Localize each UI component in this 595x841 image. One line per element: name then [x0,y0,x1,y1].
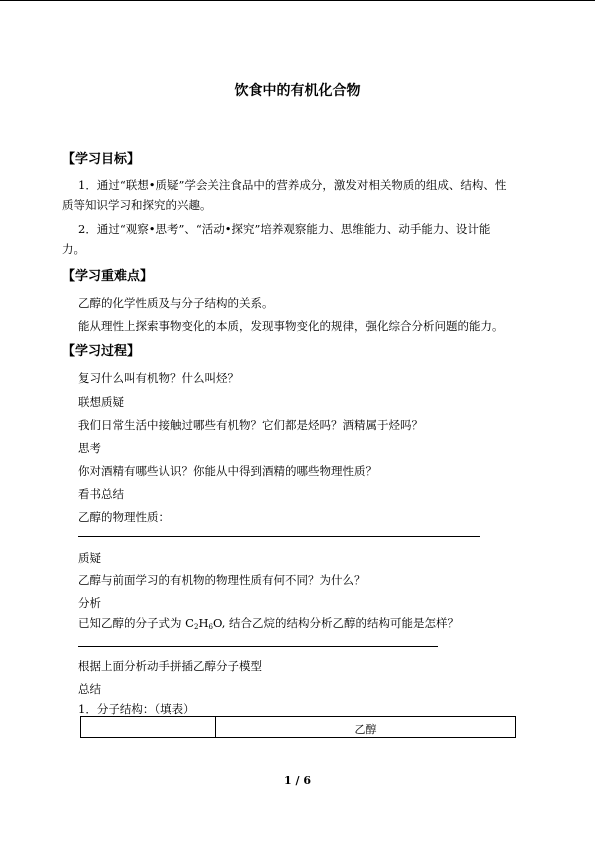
section-heading-process: 【学习过程】 [62,344,141,359]
process-label-think: 思考 [78,441,101,455]
answer-line-2 [78,646,438,647]
process-label-association: 联想质疑 [78,395,124,409]
process-line-physical-properties: 乙醇的物理性质： [78,510,170,524]
goal-2-line-1: 2．通过“观察•思考”、“活动•探究”培养观察能力、思维能力、动手能力、设计能 [78,222,491,236]
section-heading-key-points: 【学习重难点】 [62,269,154,284]
structure-table [80,716,516,738]
process-label-summary: 总结 [78,682,101,696]
page-top-border [0,0,595,1]
goal-2-line-2: 力。 [62,242,85,256]
key-point-1: 乙醇的化学性质及与分子结构的关系。 [78,296,274,310]
process-line-question: 我们日常生活中接触过哪些有机物？它们都是烃吗？酒精属于烃吗？ [78,418,423,432]
process-line-structure: 1．分子结构：（填表） [78,702,195,716]
page-number: 1 / 6 [284,774,311,787]
process-label-analysis: 分析 [78,596,101,610]
section-heading-goals: 【学习目标】 [62,152,141,167]
goal-1-line-2: 质等知识学习和探究的兴趣。 [62,198,212,212]
process-line-formula: 已知乙醇的分子式为 $C_2H_6O$, 结合乙烷的结构分析乙醇的结构可能是怎样？ [78,616,460,631]
process-label-read-summary: 看书总结 [78,487,124,501]
page-title: 饮食中的有机化合物 [234,83,361,99]
goal-1-line-1: 1．通过“联想•质疑”学会关注食品中的营养成分，激发对相关物质的组成、结构、性 [78,178,507,192]
key-point-2: 能从理性上探索事物变化的本质，发现事物变化的规律，强化综合分析问题的能力。 [78,319,504,333]
answer-line-1 [78,536,480,537]
process-line-model: 根据上面分析动手拼插乙醇分子模型 [78,659,262,673]
process-line-alcohol: 你对酒精有哪些认识？你能从中得到酒精的哪些物理性质？ [78,464,377,478]
process-label-question: 质疑 [78,551,101,565]
process-line-compare: 乙醇与前面学习的有机物的物理性质有何不同？为什么？ [78,573,366,587]
table-header-ethanol: 乙醇 [354,723,377,736]
process-line-review: 复习什么叫有机物？什么叫烃？ [78,371,239,385]
